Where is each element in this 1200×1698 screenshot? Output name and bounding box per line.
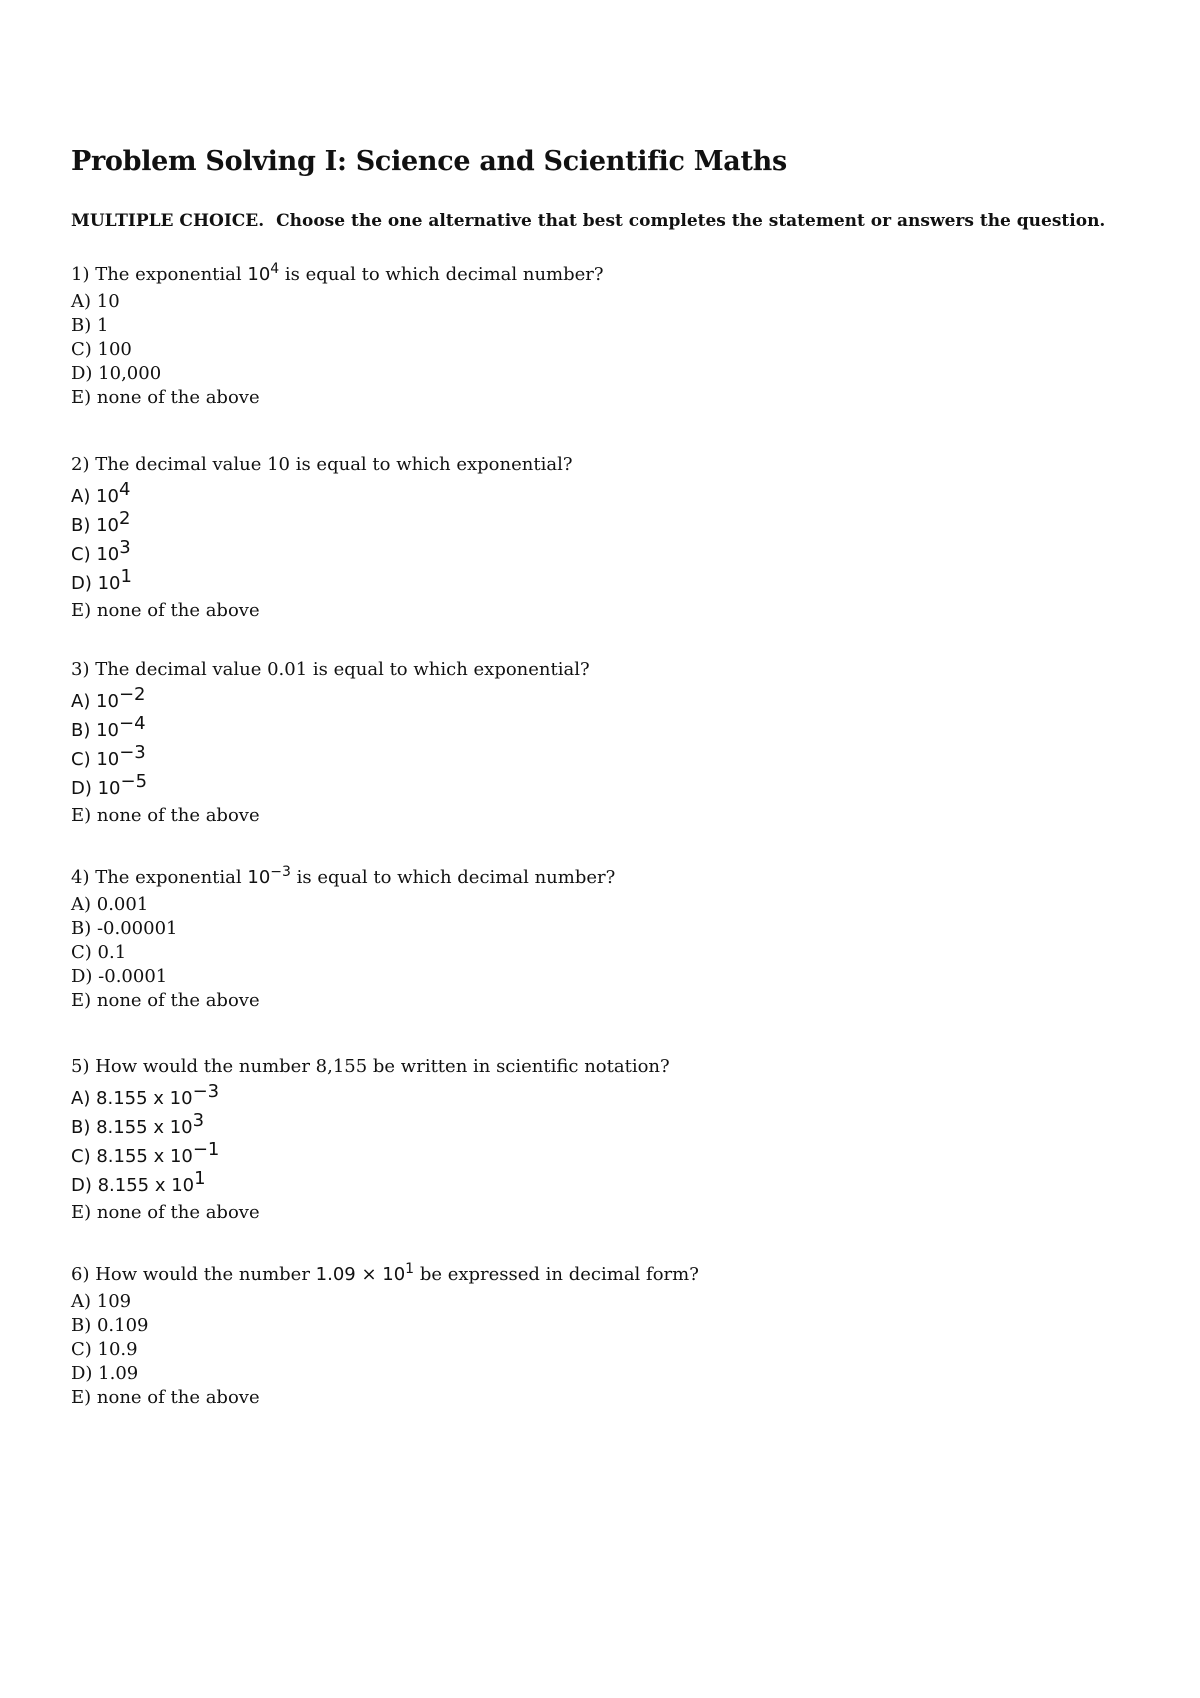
question-1 <box>71 262 1071 408</box>
scientific-notation-expression: $1.09 \times 10^1$ <box>315 1261 415 1285</box>
option-d: D) $10^{-5}$ <box>71 771 148 799</box>
option-c: C) 0.1 <box>71 942 127 963</box>
option-a: A) $10^4$ <box>71 479 131 507</box>
option-c: C) 8.155 x $10^{-1}$ <box>71 1139 220 1167</box>
option-a: A) 109 <box>71 1291 132 1312</box>
option-c: C) 10.9 <box>71 1339 138 1360</box>
option-d: D) 10,000 <box>71 363 162 384</box>
option-e: E) none of the above <box>71 805 260 826</box>
option-d: D) 1.09 <box>71 1363 139 1384</box>
question-stem: 5) How would the number 8,155 be written in scientific notation? <box>71 1056 670 1077</box>
option-e: E) none of the above <box>71 990 260 1011</box>
question-stem: 3) The decimal value 0.01 is equal to which exponential? <box>71 659 590 680</box>
question-stem: 6) How would the number $1.09 \times 10^1$ be expressed in decimal form? <box>71 1261 699 1285</box>
question-3 <box>71 657 1071 826</box>
option-d: D) 8.155 x $10^1$ <box>71 1168 206 1196</box>
option-a: A) $10^{-2}$ <box>71 684 146 712</box>
option-d: D) -0.0001 <box>71 966 168 987</box>
option-e: E) none of the above <box>71 387 260 408</box>
option-b: B) 1 <box>71 315 109 336</box>
instructions <box>71 211 1105 231</box>
question-5 <box>71 1054 1071 1223</box>
exponential-expression: $10^{-3}$ <box>247 864 291 888</box>
option-d: D) $10^1$ <box>71 566 132 594</box>
option-a: A) 8.155 x $10^{-3}$ <box>71 1081 220 1109</box>
option-e: E) none of the above <box>71 600 260 621</box>
option-c: C) $10^3$ <box>71 537 131 565</box>
instructions-text: Choose the one alternative that best completes the statement or answers the question. <box>276 211 1106 231</box>
instructions-label: MULTIPLE CHOICE. <box>71 211 265 231</box>
option-b: B) 8.155 x $10^3$ <box>71 1110 205 1138</box>
question-6 <box>71 1262 1071 1408</box>
option-b: B) $10^{-4}$ <box>71 713 146 741</box>
question-4 <box>71 865 1071 1011</box>
option-a: A) 10 <box>71 291 120 312</box>
option-c: C) 100 <box>71 339 132 360</box>
option-b: B) -0.00001 <box>71 918 178 939</box>
option-e: E) none of the above <box>71 1202 260 1223</box>
question-2 <box>71 452 1071 621</box>
option-a: A) 0.001 <box>71 894 149 915</box>
question-stem: 4) The exponential $10^{-3}$ is equal to which decimal number? <box>71 864 616 888</box>
option-e: E) none of the above <box>71 1387 260 1408</box>
question-stem: 1) The exponential $10^4$ is equal to which decimal number? <box>71 261 604 285</box>
exponential-expression: $10^4$ <box>247 261 280 285</box>
page-title: Problem Solving I: Science and Scientific Maths <box>71 146 787 177</box>
option-b: B) $10^2$ <box>71 508 131 536</box>
question-stem: 2) The decimal value 10 is equal to which exponential? <box>71 454 573 475</box>
option-c: C) $10^{-3}$ <box>71 742 146 770</box>
option-b: B) 0.109 <box>71 1315 149 1336</box>
